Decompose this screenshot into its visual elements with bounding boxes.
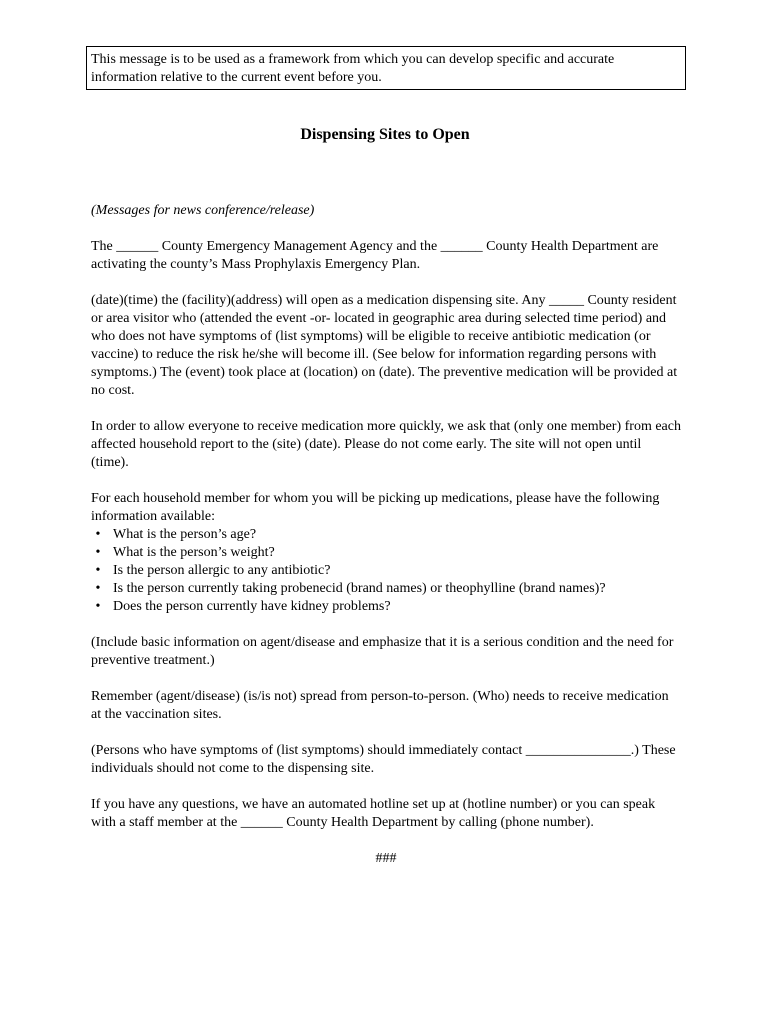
framework-notice-text: This message is to be used as a framework from which you can develop specific and accurate information relative to the current event before you. xyxy=(91,52,615,85)
list-item xyxy=(91,544,681,562)
bullet-icon: • xyxy=(95,581,101,596)
paragraph-agencies: The ______ County Emergency Management Agency and the ______ County Health Department are activating the county’s Mass Prophylaxis Emergency Plan. xyxy=(91,239,659,272)
document-title: Dispensing Sites to Open xyxy=(300,126,470,143)
bullet-icon: • xyxy=(95,545,101,560)
info-checklist xyxy=(91,526,681,616)
bullet-icon: • xyxy=(95,527,101,542)
list-item-text: What is the person’s age? xyxy=(113,527,257,542)
list-item xyxy=(91,562,681,580)
list-item-text: Is the person currently taking probenecid (brand names) or theophylline (brand names)? xyxy=(113,581,606,596)
paragraph-symptoms: (Persons who have symptoms of (list symptoms) should immediately contact _______________.) These individuals should not come to the dispensing site. xyxy=(91,743,676,776)
list-item xyxy=(91,598,681,616)
subtitle: (Messages for news conference/release) xyxy=(91,203,315,218)
list-item-text: Does the person currently have kidney problems? xyxy=(113,599,391,614)
document-body xyxy=(91,202,681,868)
paragraph-questions: If you have any questions, we have an automated hotline set up at (hotline number) or you can speak with a staff member at the ______ County Health Department by calling (phone number). xyxy=(91,797,656,830)
end-mark: ### xyxy=(375,851,397,866)
paragraph-agent-disease: (Include basic information on agent/disease and emphasize that it is a serious condition and the need for preventive treatment.) xyxy=(91,635,674,668)
paragraph-site-opening: (date)(time) the (facility)(address) will open as a medication dispensing site. Any _____ County resident or area visitor who (attended the event -or- located in geographic area during selected time period) and who does not have symptoms of (list symptoms) will be eligible to receive antibiotic medication (or vaccine) to reduce the risk he/she will become ill. (See below for information regarding persons with symptoms.) The (event) took place at (location) on (date). The preventive medication will be provided at no cost. xyxy=(91,293,678,398)
bullet-icon: • xyxy=(95,563,101,578)
paragraph-info-needed: For each household member for whom you will be picking up medications, please have the following information available: xyxy=(91,491,660,524)
list-item-text: Is the person allergic to any antibiotic? xyxy=(113,563,331,578)
paragraph-household: In order to allow everyone to receive medication more quickly, we ask that (only one member) from each affected household report to the (site) (date). Please do not come early. The site will not open until (time). xyxy=(91,419,681,470)
paragraph-spread: Remember (agent/disease) (is/is not) spread from person-to-person. (Who) needs to receive medication at the vaccination sites. xyxy=(91,689,669,722)
list-item xyxy=(91,580,681,598)
framework-notice-box xyxy=(86,46,686,90)
bullet-icon: • xyxy=(95,599,101,614)
list-item-text: What is the person’s weight? xyxy=(113,545,275,560)
list-item xyxy=(91,526,681,544)
